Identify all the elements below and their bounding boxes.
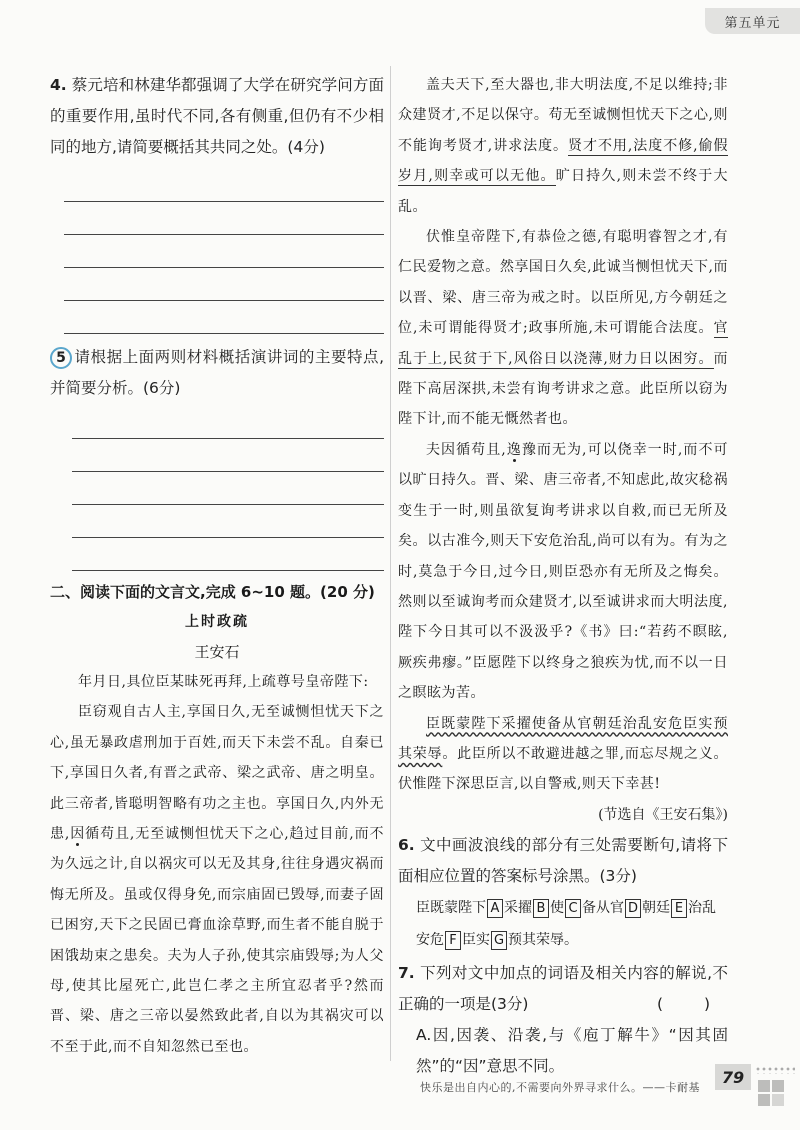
answer-line[interactable] (72, 472, 384, 505)
text-run: 旷日持久,则未尝不终于大乱。 (398, 168, 728, 215)
source-note: (节选自《王安石集》) (598, 806, 728, 823)
text-run: 。此臣所以不敢避进越之罪,而忘尽规之义。伏惟陛下深思臣言,以自警戒,则天下幸甚! (398, 745, 728, 793)
option-box-g[interactable]: G (491, 931, 507, 950)
option-box-f[interactable]: F (445, 931, 461, 950)
question-text: 请根据上面两则材料概括演讲词的主要特点,并简要分析。(6分) (50, 348, 384, 397)
answer-line[interactable] (64, 268, 384, 301)
option-box-c[interactable]: C (565, 899, 581, 918)
wavy-underlined-sentence: 臣既蒙陛下采擢使备从官朝廷治乱安危臣实预其荣辱 (398, 715, 728, 762)
text-run: 夫因循苟且, (426, 441, 507, 458)
question-number: 6. (398, 835, 415, 854)
text-run: 备从官 (582, 899, 624, 916)
option-box-d[interactable]: D (625, 899, 641, 918)
text-run: 预其荣辱。 (508, 931, 578, 948)
paragraph (398, 435, 728, 709)
passage-title: 上时政疏 (185, 614, 249, 630)
text-run: 治乱安危 (416, 899, 716, 948)
question-text: 蔡元培和林建华都强调了大学在研究学问方面的重要作用,虽时代不同,各有侧重,但仍有不少相同的地方,请简要概括其共同之处。(4分) (50, 76, 384, 156)
answer-line[interactable] (64, 202, 384, 235)
option-box-b[interactable]: B (533, 899, 549, 918)
option-a: A.因,因袭、沿袭,与《庖丁解牛》“因其固然”的“因”意思不同。 (416, 1025, 728, 1075)
text-run: 盖夫天下,至大器也,非大明法度,不足以维持;非众建贤才,不足以保守。苟无至诚恻怛忧天下之心,则不能询考贤才,讲求法度。 (398, 77, 728, 154)
option-box-e[interactable]: E (671, 899, 687, 918)
answer-line[interactable] (72, 505, 384, 538)
text-run: 朝廷 (642, 899, 670, 916)
text-run: 循苟且,无至诚恻怛忧天下之心,趋过目前,而不为久远之计,自以祸灾可以无及其身,往往身遇灾祸而悔无所及。虽或仅得身免,而宗庙固已毁辱,而妻子固已困穷,天下之民固已膏血涂草野,而生者不能自脱于困饿劫束之患矣。夫为人子孙,使其宗庙毁辱;为人父母,使其比屋死亡,此岂仁孝之主所宜忍者乎?然而晋、梁、唐之三帝以晏然致此者,自以为其祸灾可以不至于此,而不自知忽然已至也。 (50, 826, 384, 1055)
paragraph (398, 70, 728, 222)
answer-paren[interactable]: ( ) (656, 994, 728, 1013)
paragraph: 年月日,具位臣某昧死再拜,上疏尊号皇帝陛下: (78, 674, 369, 690)
answer-lines-q4[interactable] (64, 169, 384, 334)
answer-line[interactable] (64, 235, 384, 268)
question-4 (50, 70, 384, 163)
text-run: 臣实 (462, 931, 490, 948)
question-number-circled: 5 (50, 347, 72, 369)
question-number: 4. (50, 76, 67, 94)
passage-author: 王安石 (194, 643, 240, 661)
question-text: 下列对文中加点的词语及相关内容的解说,不正确的一项是(3分) (398, 963, 728, 1013)
underlined-sentence: 官乱于上,民贫于下,风俗日以浇薄,财力日以困穷。 (398, 320, 728, 367)
question-6 (398, 830, 728, 892)
question-text: 文中画波浪线的部分有三处需要断句,请将下面相应位置的答案标号涂黑。(3分) (398, 835, 728, 885)
dotted-char: 因 (69, 826, 86, 843)
text-run: 豫而无为,可以侥幸一时,而不可以旷日持久。晋、梁、唐三帝者,不知虑此,故灾稔祸变生于一时,则虽欲复询考讲求以自救,而已无所及矣。以古准今,则天下安危治乱,尚可以有为。有为之时,莫急于今日,过今日,则臣恐亦有无所及之悔矣。然则以至诚询考而众建贤才,以至诚讲求而大明法度,陛下今日其可以不汲汲乎?《书》曰:“若药不瞑眩,厥疾弗瘳。”臣愿陛下以终身之狼疾为忧,而不以一日之瞑眩为苦。 (398, 441, 729, 702)
question-5 (50, 342, 384, 404)
question-7 (398, 958, 728, 1020)
left-column (50, 70, 384, 1062)
answer-line[interactable] (64, 301, 384, 334)
answer-line[interactable] (64, 169, 384, 202)
paragraph (398, 709, 728, 800)
answer-line[interactable] (72, 439, 384, 472)
right-column (398, 70, 728, 1082)
footer-quote: 快乐是出自内心的,不需要向外界寻求什么。——卡耐基 (420, 1081, 700, 1094)
option-box-a[interactable]: A (487, 899, 503, 918)
paragraph (50, 697, 384, 1062)
text-run: 臣既蒙陛下 (416, 899, 486, 916)
text-run: 使 (550, 899, 564, 916)
page-number: 79 (715, 1064, 751, 1090)
punctuation-options (416, 892, 728, 956)
paragraph (398, 222, 728, 435)
unit-tag: 第五单元 (705, 8, 800, 34)
underlined-sentence: 贤才不用,法度不修,偷假岁月,则幸或可以无他。 (398, 137, 729, 185)
text-run: 而陛下高居深拱,未尝有询考讲求之意。此臣所以窃为陛下计,而不能无慨然者也。 (398, 350, 728, 428)
answer-lines-q5[interactable] (72, 406, 384, 571)
section-heading: 二、阅读下面的文言文,完成 6~10 题。(20 分) (50, 583, 375, 601)
answer-line[interactable] (72, 406, 384, 439)
text-run: 伏惟皇帝陛下,有恭俭之德,有聪明睿智之才,有仁民爱物之意。然享国日久矣,此诚当恻怛忧天下,而以晋、梁、唐三帝为戒之时。以臣所见,方今朝廷之位,未可谓能得贤才;政事所施,未可谓能合法度。 (398, 229, 728, 337)
dotted-char: 逸 (506, 441, 522, 458)
text-run: 采擢 (504, 899, 532, 916)
decorative-dots (755, 1066, 795, 1074)
text-run: 臣窃观自古人主,享国日久,无至诚恻怛忧天下之心,虽无暴政虐刑加于百姓,而天下未尝不乱。自秦已下,享国日久者,有晋之武帝、梁之武帝、唐之明皇。此三帝者,皆聪明智略有功之主也。享国日久,内外无患, (50, 704, 384, 843)
answer-line[interactable] (72, 538, 384, 571)
column-divider (390, 66, 391, 1061)
question-number: 7. (398, 963, 415, 982)
